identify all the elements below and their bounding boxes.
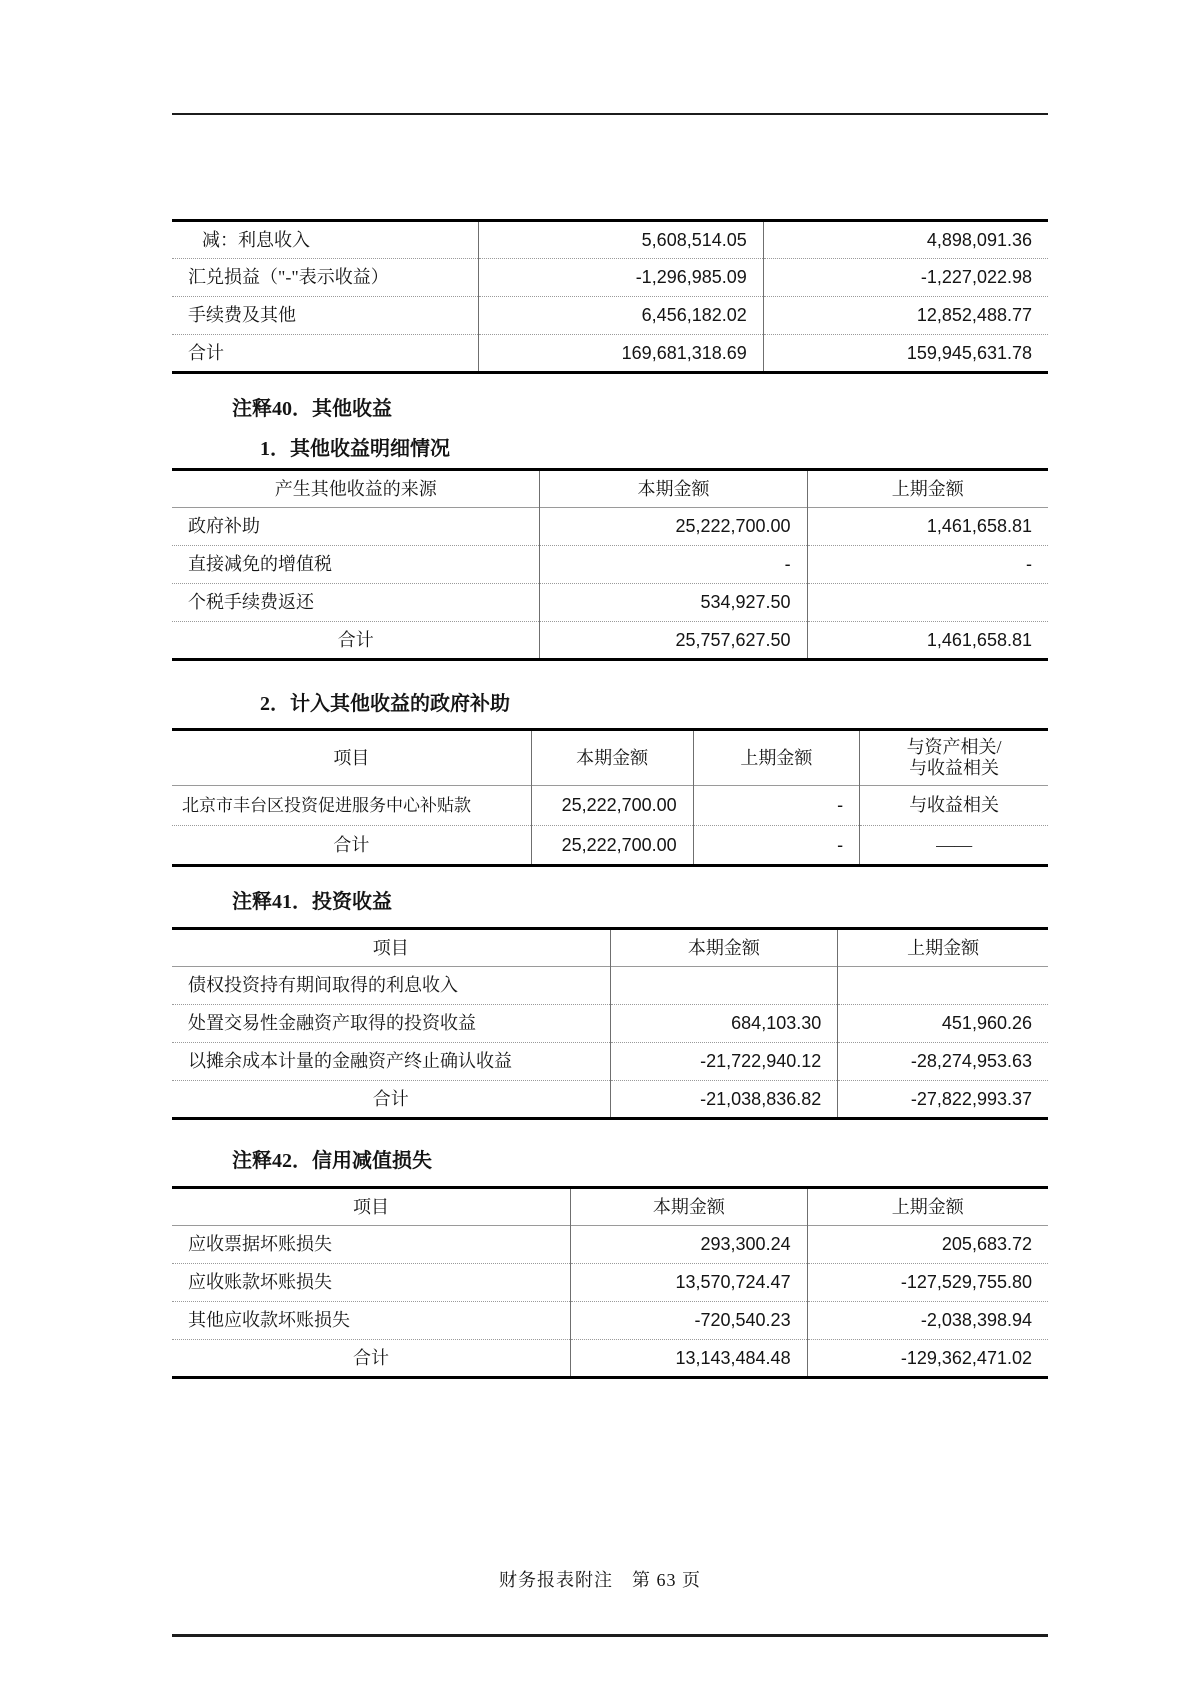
column-header-current: 本期金额	[571, 1188, 808, 1226]
relation-header-line2: 与收益相关	[909, 758, 1000, 778]
prior-amount: -129,362,471.02	[807, 1340, 1048, 1378]
total-label: 合计	[172, 1081, 610, 1119]
header-row	[172, 470, 1048, 508]
table-row	[172, 1043, 1048, 1081]
prior-amount: -127,529,755.80	[807, 1264, 1048, 1302]
prior-amount: -2,038,398.94	[807, 1302, 1048, 1340]
credit-impairment-table	[172, 1186, 1048, 1379]
current-amount: 293,300.24	[571, 1226, 808, 1264]
column-header-item: 项目	[333, 747, 370, 768]
note40-heading: 注释40．其他收益	[232, 398, 392, 420]
current-amount: 169,681,318.69	[479, 335, 764, 373]
page-content	[172, 0, 1048, 1379]
current-amount: -21,038,836.82	[610, 1081, 838, 1119]
relation-value: ——	[860, 826, 1048, 866]
prior-amount: 1,461,658.81	[807, 508, 1048, 546]
total-label: 合计	[172, 335, 479, 373]
note40-subheading-2: 2．计入其他收益的政府补助	[260, 693, 510, 715]
table-row	[172, 1302, 1048, 1340]
prior-amount: -1,227,022.98	[763, 259, 1048, 297]
prior-amount: -	[693, 826, 859, 866]
current-amount: 6,456,182.02	[479, 297, 764, 335]
current-amount: 25,757,627.50	[540, 622, 807, 660]
row-label: 个税手续费返还	[172, 584, 540, 622]
total-row	[172, 1081, 1048, 1119]
column-header-item: 项目	[353, 1196, 390, 1217]
current-amount: -	[540, 546, 807, 584]
current-amount: 25,222,700.00	[531, 786, 693, 826]
prior-amount: -	[807, 546, 1048, 584]
table-row	[172, 1005, 1048, 1043]
current-amount: 13,143,484.48	[571, 1340, 808, 1378]
prior-amount: 451,960.26	[838, 1005, 1048, 1043]
table-row	[172, 584, 1048, 622]
header-row	[172, 1188, 1048, 1226]
total-row	[172, 622, 1048, 660]
investment-income-table	[172, 927, 1048, 1120]
prior-amount: 4,898,091.36	[763, 221, 1048, 259]
row-label: 减：利息收入	[202, 229, 310, 250]
column-header-prior: 上期金额	[807, 470, 1048, 508]
row-label: 以摊余成本计量的金融资产终止确认收益	[172, 1043, 610, 1081]
fee-exchange-summary-table	[172, 219, 1048, 374]
prior-amount: 1,461,658.81	[807, 622, 1048, 660]
total-row	[172, 1340, 1048, 1378]
row-label: 处置交易性金融资产取得的投资收益	[172, 1005, 610, 1043]
column-header-current: 本期金额	[610, 929, 838, 967]
note41-heading: 注释41．投资收益	[232, 891, 392, 913]
row-label: 应收账款坏账损失	[172, 1264, 571, 1302]
column-header-relation	[860, 730, 1048, 786]
page-footer: 财务报表附注 第 63 页	[499, 1570, 701, 1590]
row-label: 汇兑损益（"-"表示收益）	[172, 259, 479, 297]
row-label: 手续费及其他	[172, 297, 479, 335]
current-amount: 684,103.30	[610, 1005, 838, 1043]
prior-amount	[838, 967, 1048, 1005]
column-header-source: 产生其他收益的来源	[274, 478, 437, 499]
total-row	[172, 335, 1048, 373]
column-header-prior: 上期金额	[693, 730, 859, 786]
row-label: 直接减免的增值税	[172, 546, 540, 584]
footer-rule	[172, 1634, 1048, 1637]
current-amount: -21,722,940.12	[610, 1043, 838, 1081]
other-income-detail-table	[172, 468, 1048, 661]
current-amount	[610, 967, 838, 1005]
prior-amount: 12,852,488.77	[763, 297, 1048, 335]
total-label: 合计	[172, 826, 531, 866]
current-amount: 25,222,700.00	[540, 508, 807, 546]
row-label: 政府补助	[172, 508, 540, 546]
note42-heading: 注释42．信用减值损失	[232, 1150, 432, 1172]
prior-amount: -	[693, 786, 859, 826]
table-row	[172, 259, 1048, 297]
row-label: 债权投资持有期间取得的利息收入	[172, 967, 610, 1005]
row-label: 北京市丰台区投资促进服务中心补贴款	[172, 786, 531, 826]
table-row	[172, 508, 1048, 546]
total-label: 合计	[172, 1340, 571, 1378]
total-label: 合计	[172, 622, 540, 660]
note40-subheading-1: 1．其他收益明细情况	[260, 438, 450, 460]
header-row	[172, 730, 1048, 786]
row-label: 其他应收款坏账损失	[172, 1302, 571, 1340]
column-header-current: 本期金额	[540, 470, 807, 508]
current-amount: -720,540.23	[571, 1302, 808, 1340]
government-grants-table	[172, 728, 1048, 867]
row-label: 应收票据坏账损失	[172, 1226, 571, 1264]
current-amount: 534,927.50	[540, 584, 807, 622]
table-row	[172, 786, 1048, 826]
column-header-current: 本期金额	[531, 730, 693, 786]
table-row	[172, 221, 1048, 259]
prior-amount: 205,683.72	[807, 1226, 1048, 1264]
table-row	[172, 1226, 1048, 1264]
current-amount: 5,608,514.05	[479, 221, 764, 259]
relation-value: 与收益相关	[860, 786, 1048, 826]
prior-amount: 159,945,631.78	[763, 335, 1048, 373]
prior-amount	[807, 584, 1048, 622]
total-row	[172, 826, 1048, 866]
relation-header-line1: 与资产相关/	[906, 737, 1002, 758]
table-row	[172, 1264, 1048, 1302]
table-row	[172, 546, 1048, 584]
current-amount: -1,296,985.09	[479, 259, 764, 297]
current-amount: 25,222,700.00	[531, 826, 693, 866]
column-header-item: 项目	[372, 937, 409, 958]
table-row	[172, 297, 1048, 335]
table-row	[172, 967, 1048, 1005]
column-header-prior: 上期金额	[807, 1188, 1048, 1226]
prior-amount: -27,822,993.37	[838, 1081, 1048, 1119]
current-amount: 13,570,724.47	[571, 1264, 808, 1302]
prior-amount: -28,274,953.63	[838, 1043, 1048, 1081]
header-row	[172, 929, 1048, 967]
column-header-prior: 上期金额	[838, 929, 1048, 967]
